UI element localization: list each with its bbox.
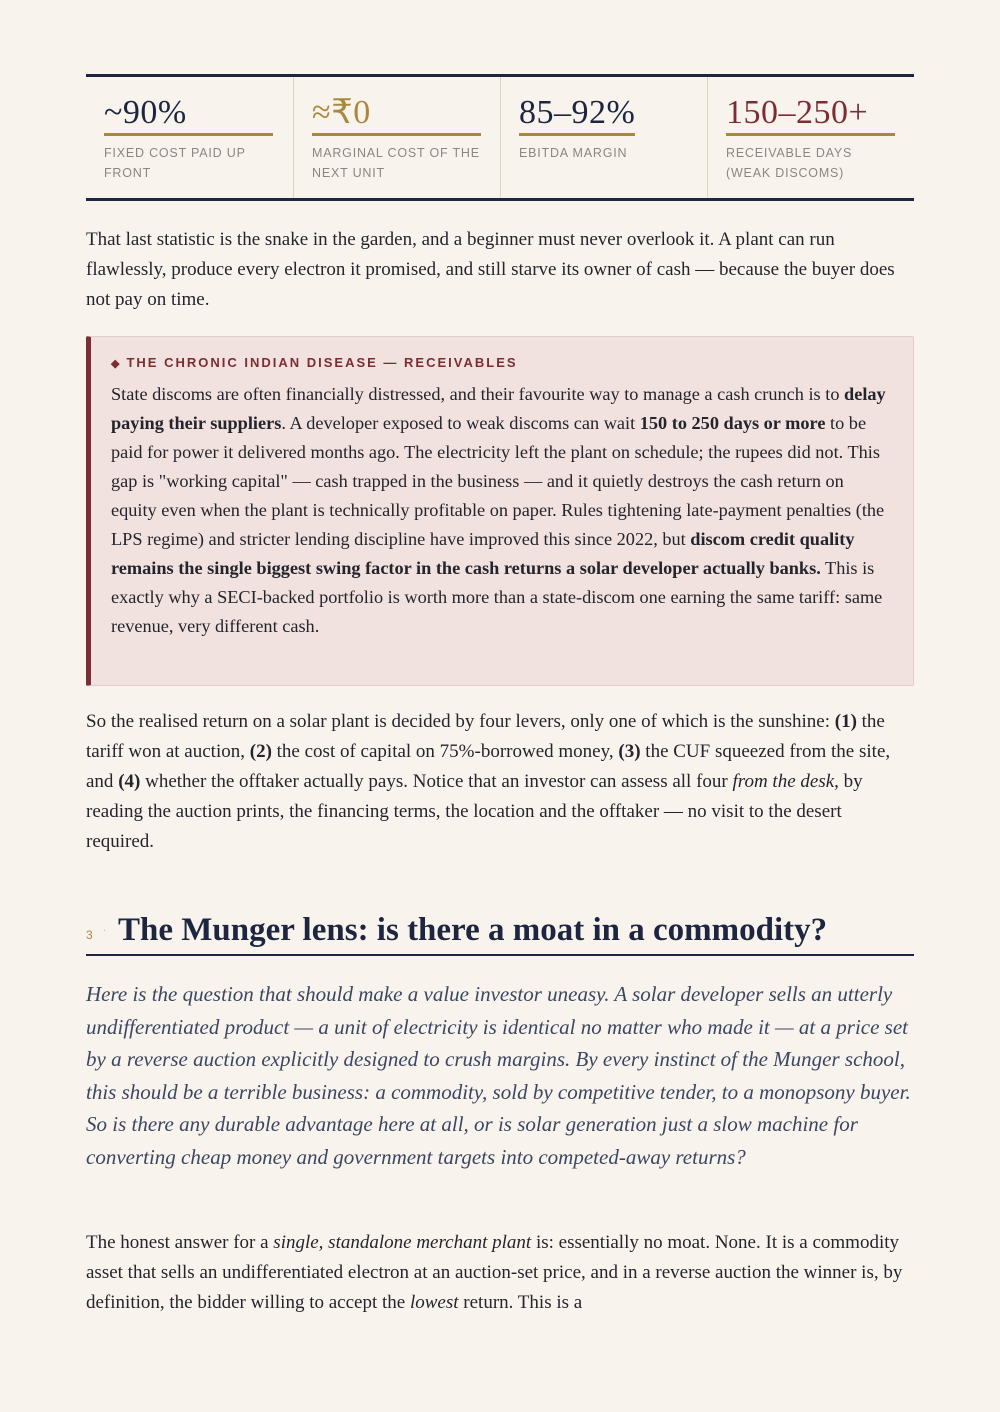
bold-text: 150 to 250 days or more — [639, 413, 826, 433]
section-lede: Here is the question that should make a value investor uneasy. A solar developer sells an utterly undifferentiated product — a unit of electricity is identical no matter who made it — at a price set by a reverse auction explicitly designed to crush margins. By every instinct of the Munger school, this should be a terrible business: a commodity, sold by competitive tender, to a monopsony buyer. So is there any durable advantage here at all, or is solar generation just a slow machine for converting cheap money and government targets into competed-away returns? — [86, 982, 911, 1169]
stat-value: ≈₹0 — [312, 95, 481, 136]
stat-label: FIXED COST PAID UP FRONT — [104, 146, 246, 180]
text-run: return. This is a — [458, 1292, 583, 1313]
stat-label: EBITDA MARGIN — [519, 146, 628, 160]
callout-receivables — [86, 336, 914, 686]
stat-label: MARGINAL COST OF THE NEXT UNIT — [312, 146, 480, 180]
italic-text: single, standalone merchant plant — [273, 1232, 532, 1253]
italic-text: from the desk — [732, 771, 835, 792]
section-dot: · — [103, 926, 107, 937]
bold-text: discom credit quality remains the single biggest swing factor in the cash returns a solar developer actually banks. — [111, 529, 855, 578]
section-title: The Munger lens: is there a moat in a commodity? — [118, 912, 828, 948]
bold-text: (1) — [834, 711, 857, 732]
callout-title-text: THE CHRONIC INDIAN DISEASE — RECEIVABLES — [126, 355, 518, 370]
section-heading — [86, 908, 914, 956]
text-run: , by reading the auction prints, the financing terms, the location and the offtaker — no visit to the desert required. — [86, 771, 863, 852]
stat-fixed-cost — [86, 77, 293, 198]
stat-value: 150–250+ — [726, 95, 895, 136]
stat-marginal-cost — [293, 77, 500, 198]
stat-value: ~90% — [104, 95, 273, 136]
key-stats-bar — [86, 74, 914, 201]
text-run: This is exactly why a SECI-backed portfolio is worth more than a state-discom one earning the same tariff: same revenue, very different cash. — [111, 558, 883, 636]
paragraph — [86, 1228, 914, 1318]
text-run: . A developer exposed to weak discoms can wait — [281, 413, 640, 433]
text-run: to be paid for power it delivered months ago. The electricity left the plant on schedule; the rupees did not. This gap is "working capital" — cash trapped in the business — and it quietly destroys the cash return on equity even when the plant is technically profitable on paper. Rules tightening late-payment penalties (the LPS regime) and stricter lending discipline have improved this since 2022, but — [111, 413, 885, 549]
callout-body — [111, 380, 893, 641]
text-run: the CUF squeezed from the site, and — [86, 741, 891, 792]
text-run: the tariff won at auction, — [86, 711, 885, 762]
diamond-icon: ◆ — [111, 358, 122, 370]
section-number: 3 — [86, 928, 93, 942]
text-run: So the realised return on a solar plant is decided by four levers, only one of which is the sunshine: — [86, 711, 835, 732]
callout-title — [111, 353, 893, 374]
text-run: State discoms are often financially distressed, and their favourite way to manage a cash crunch is to — [111, 384, 845, 404]
paragraph: That last statistic is the snake in the garden, and a beginner must never overlook it. A plant can run flawlessly, produce every electron it promised, and still starve its owner of cash — because the buyer does not pay on time. — [86, 229, 895, 310]
bold-text: delay paying their suppliers — [111, 384, 886, 433]
bold-text: (3) — [618, 741, 641, 762]
text-run: The honest answer for a — [86, 1232, 274, 1253]
italic-text: lowest — [409, 1292, 459, 1313]
paragraph — [86, 707, 914, 857]
stat-ebitda-margin — [500, 77, 707, 198]
bold-text: (2) — [249, 741, 272, 762]
text-run: the cost of capital on 75%-borrowed money, — [271, 741, 619, 762]
bold-text: (4) — [118, 771, 141, 792]
stat-label: RECEIVABLE DAYS (WEAK DISCOMS) — [726, 146, 853, 180]
text-run: whether the offtaker actually pays. Notice that an investor can assess all four — [140, 771, 733, 792]
stat-value: 85–92% — [519, 95, 635, 136]
text-run: is: essentially no moat. None. It is a commodity asset that sells an undifferentiated electron at an auction-set price, and in a reverse auction the winner is, by definition, the bidder willing to accept the — [86, 1232, 903, 1313]
stat-receivable-days — [707, 77, 914, 198]
